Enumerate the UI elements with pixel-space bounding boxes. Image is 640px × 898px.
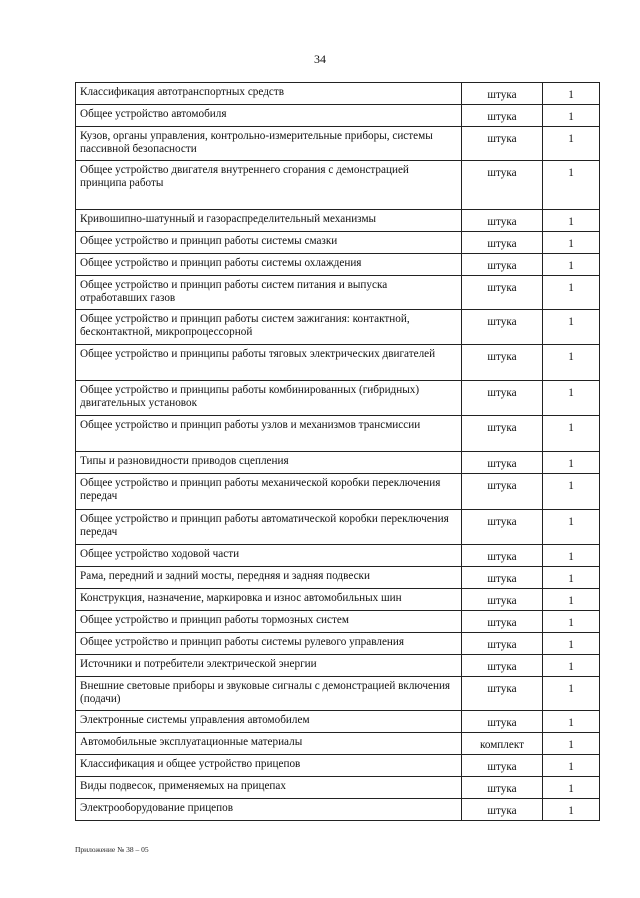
unit-cell: штука	[462, 254, 543, 276]
quantity-cell: 1	[543, 127, 600, 161]
unit-cell: штука	[462, 777, 543, 799]
quantity-cell: 1	[543, 655, 600, 677]
item-name-cell: Общее устройство автомобиля	[76, 105, 462, 127]
unit-cell: штука	[462, 161, 543, 210]
quantity-cell: 1	[543, 633, 600, 655]
unit-cell: штука	[462, 799, 543, 821]
item-name-cell: Общее устройство и принципы работы комбинированных (гибридных) двигательных установок	[76, 381, 462, 416]
unit-cell: штука	[462, 83, 543, 105]
unit-cell: штука	[462, 711, 543, 733]
page-number: 34	[314, 52, 326, 66]
item-name-cell: Кузов, органы управления, контрольно-измерительные приборы, системы пассивной безопасности	[76, 127, 462, 161]
item-name-cell: Общее устройство и принцип работы автоматической коробки переключения передач	[76, 510, 462, 545]
quantity-cell: 1	[543, 510, 600, 545]
table-row	[76, 83, 600, 105]
table-row	[76, 510, 600, 545]
table-row	[76, 611, 600, 633]
unit-cell: штука	[462, 105, 543, 127]
table-row	[76, 310, 600, 345]
unit-cell: штука	[462, 276, 543, 310]
table-row	[76, 711, 600, 733]
unit-cell: штука	[462, 611, 543, 633]
item-name-cell: Общее устройство ходовой части	[76, 545, 462, 567]
unit-cell: штука	[462, 474, 543, 510]
table-row	[76, 545, 600, 567]
table-row	[76, 452, 600, 474]
quantity-cell: 1	[543, 677, 600, 711]
quantity-cell: 1	[543, 232, 600, 254]
equipment-table	[75, 82, 600, 821]
item-name-cell: Типы и разновидности приводов сцепления	[76, 452, 462, 474]
unit-cell: штука	[462, 633, 543, 655]
table-row	[76, 655, 600, 677]
quantity-cell: 1	[543, 589, 600, 611]
unit-cell: штука	[462, 381, 543, 416]
table-row	[76, 777, 600, 799]
unit-cell: штука	[462, 210, 543, 232]
item-name-cell: Классификация автотранспортных средств	[76, 83, 462, 105]
item-name-cell: Общее устройство и принцип работы тормозных систем	[76, 611, 462, 633]
quantity-cell: 1	[543, 545, 600, 567]
quantity-cell: 1	[543, 345, 600, 381]
item-name-cell: Внешние световые приборы и звуковые сигналы с демонстрацией включения (подачи)	[76, 677, 462, 711]
quantity-cell: 1	[543, 276, 600, 310]
unit-cell: штука	[462, 416, 543, 452]
unit-cell: штука	[462, 510, 543, 545]
item-name-cell: Общее устройство двигателя внутреннего сгорания с демонстрацией принципа работы	[76, 161, 462, 210]
table-row	[76, 345, 600, 381]
quantity-cell: 1	[543, 611, 600, 633]
item-name-cell: Автомобильные эксплуатационные материалы	[76, 733, 462, 755]
table-row	[76, 733, 600, 755]
unit-cell: комплект	[462, 733, 543, 755]
item-name-cell: Общее устройство и принцип работы систем питания и выпуска отработавших газов	[76, 276, 462, 310]
table-row	[76, 210, 600, 232]
unit-cell: штука	[462, 345, 543, 381]
item-name-cell: Общее устройство и принцип работы системы рулевого управления	[76, 633, 462, 655]
item-name-cell: Общее устройство и принцип работы механической коробки переключения передач	[76, 474, 462, 510]
table-row	[76, 799, 600, 821]
unit-cell: штука	[462, 677, 543, 711]
unit-cell: штука	[462, 589, 543, 611]
table-row	[76, 633, 600, 655]
item-name-cell: Виды подвесок, применяемых на прицепах	[76, 777, 462, 799]
unit-cell: штука	[462, 545, 543, 567]
item-name-cell: Общее устройство и принцип работы системы смазки	[76, 232, 462, 254]
unit-cell: штука	[462, 655, 543, 677]
table-row	[76, 474, 600, 510]
item-name-cell: Общее устройство и принципы работы тяговых электрических двигателей	[76, 345, 462, 381]
quantity-cell: 1	[543, 799, 600, 821]
item-name-cell: Источники и потребители электрической энергии	[76, 655, 462, 677]
quantity-cell: 1	[543, 474, 600, 510]
table-row	[76, 276, 600, 310]
quantity-cell: 1	[543, 161, 600, 210]
table-row	[76, 416, 600, 452]
item-name-cell: Общее устройство и принцип работы системы охлаждения	[76, 254, 462, 276]
quantity-cell: 1	[543, 777, 600, 799]
item-name-cell: Общее устройство и принцип работы систем зажигания: контактной, бесконтактной, микропроцессорной	[76, 310, 462, 345]
table-row	[76, 161, 600, 210]
table-row	[76, 381, 600, 416]
table-row	[76, 567, 600, 589]
unit-cell: штука	[462, 567, 543, 589]
quantity-cell: 1	[543, 254, 600, 276]
quantity-cell: 1	[543, 711, 600, 733]
table-row	[76, 589, 600, 611]
equipment-table-body	[76, 83, 600, 821]
table-row	[76, 755, 600, 777]
table-row	[76, 232, 600, 254]
unit-cell: штука	[462, 755, 543, 777]
table-row	[76, 127, 600, 161]
table-row	[76, 105, 600, 127]
item-name-cell: Классификация и общее устройство прицепов	[76, 755, 462, 777]
footer-note: Приложение № 38 – 05	[75, 845, 149, 854]
unit-cell: штука	[462, 310, 543, 345]
quantity-cell: 1	[543, 733, 600, 755]
item-name-cell: Рама, передний и задний мосты, передняя и задняя подвески	[76, 567, 462, 589]
item-name-cell: Электронные системы управления автомобилем	[76, 711, 462, 733]
quantity-cell: 1	[543, 83, 600, 105]
quantity-cell: 1	[543, 755, 600, 777]
quantity-cell: 1	[543, 452, 600, 474]
unit-cell: штука	[462, 232, 543, 254]
table-row	[76, 254, 600, 276]
unit-cell: штука	[462, 127, 543, 161]
unit-cell: штука	[462, 452, 543, 474]
item-name-cell: Общее устройство и принцип работы узлов и механизмов трансмиссии	[76, 416, 462, 452]
table-row	[76, 677, 600, 711]
quantity-cell: 1	[543, 381, 600, 416]
item-name-cell: Электрооборудование прицепов	[76, 799, 462, 821]
quantity-cell: 1	[543, 416, 600, 452]
quantity-cell: 1	[543, 210, 600, 232]
quantity-cell: 1	[543, 567, 600, 589]
item-name-cell: Конструкция, назначение, маркировка и износ автомобильных шин	[76, 589, 462, 611]
item-name-cell: Кривошипно-шатунный и газораспределительный механизмы	[76, 210, 462, 232]
quantity-cell: 1	[543, 310, 600, 345]
quantity-cell: 1	[543, 105, 600, 127]
